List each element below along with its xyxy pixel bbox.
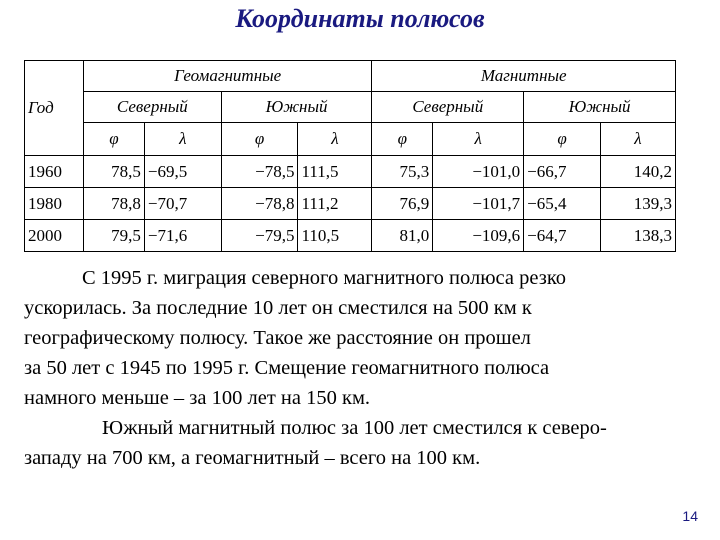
symbol-lambda: λ: [298, 123, 372, 156]
body-text: [24, 263, 684, 473]
value-cell: −64,7: [524, 220, 601, 252]
table-row: [25, 156, 676, 188]
year-cell: 1980: [25, 188, 84, 220]
value-cell: −79,5: [221, 220, 298, 252]
symbol-lambda: λ: [144, 123, 221, 156]
value-cell: −101,7: [433, 188, 524, 220]
paragraph-line: географическому полюсу. Такое же расстояние он прошел: [24, 327, 531, 349]
symbol-phi: φ: [372, 123, 433, 156]
value-cell: 81,0: [372, 220, 433, 252]
value-cell: 139,3: [600, 188, 675, 220]
subgroup-mag-north: Северный: [372, 92, 524, 123]
page-number: 14: [682, 508, 698, 524]
group-magnetic: Магнитные: [372, 61, 676, 92]
value-cell: −65,4: [524, 188, 601, 220]
value-cell: 111,2: [298, 188, 372, 220]
symbol-phi: φ: [524, 123, 601, 156]
symbol-phi: φ: [221, 123, 298, 156]
paragraph-line: намного меньше – за 100 лет на 150 км.: [24, 387, 371, 409]
year-cell: 2000: [25, 220, 84, 252]
year-cell: 1960: [25, 156, 84, 188]
group-geomagnetic: Геомагнитные: [84, 61, 372, 92]
value-cell: 79,5: [84, 220, 145, 252]
table-row: [25, 188, 676, 220]
value-cell: −109,6: [433, 220, 524, 252]
pole-coordinates-table: [24, 60, 676, 252]
value-cell: 111,5: [298, 156, 372, 188]
value-cell: 78,5: [84, 156, 145, 188]
paragraph-line: западу на 700 км, а геомагнитный – всего на 100 км.: [24, 447, 481, 469]
slide-title: Координаты полюсов: [235, 4, 485, 33]
value-cell: 110,5: [298, 220, 372, 252]
symbol-phi: φ: [84, 123, 145, 156]
value-cell: −70,7: [144, 188, 221, 220]
value-cell: 78,8: [84, 188, 145, 220]
paragraph-line: Южный магнитный полюс за 100 лет сместился к северо-: [102, 417, 607, 439]
value-cell: 140,2: [600, 156, 675, 188]
paragraph-line: за 50 лет с 1945 по 1995 г. Смещение геомагнитного полюса: [24, 357, 550, 379]
value-cell: −78,8: [221, 188, 298, 220]
value-cell: −101,0: [433, 156, 524, 188]
subgroup-mag-south: Южный: [524, 92, 676, 123]
value-cell: 75,3: [372, 156, 433, 188]
subgroup-geo-south: Южный: [221, 92, 372, 123]
symbol-lambda: λ: [600, 123, 675, 156]
value-cell: −78,5: [221, 156, 298, 188]
value-cell: −71,6: [144, 220, 221, 252]
table-row: [25, 220, 676, 252]
symbol-lambda: λ: [433, 123, 524, 156]
year-header: Год: [25, 61, 84, 156]
paragraph-line: ускорилась. За последние 10 лет он сместился на 500 км к: [24, 297, 532, 319]
value-cell: 76,9: [372, 188, 433, 220]
value-cell: −69,5: [144, 156, 221, 188]
value-cell: −66,7: [524, 156, 601, 188]
paragraph-line: С 1995 г. миграция северного магнитного полюса резко: [82, 267, 566, 289]
value-cell: 138,3: [600, 220, 675, 252]
subgroup-geo-north: Северный: [84, 92, 222, 123]
